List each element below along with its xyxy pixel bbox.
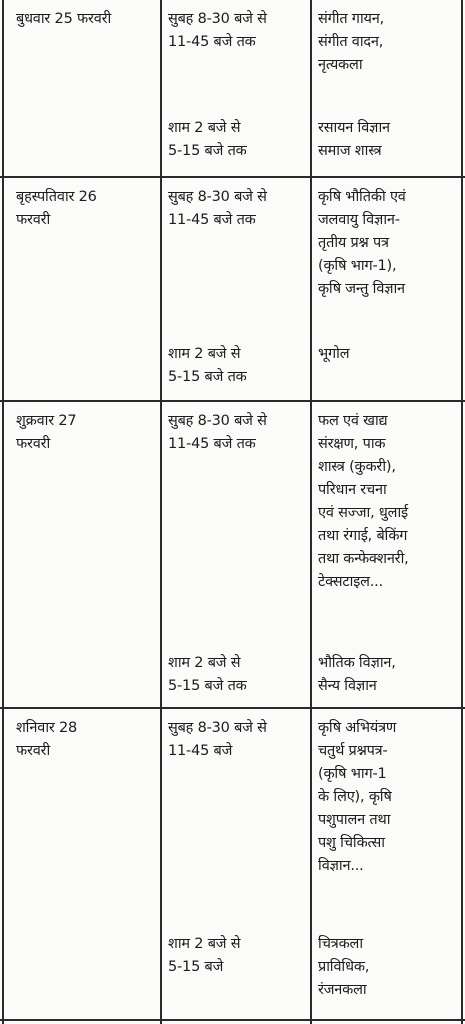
- day-date-cell: शुक्रवार 27 फरवरी: [16, 413, 77, 452]
- column-divider: [310, 0, 312, 1024]
- row-divider: [0, 1019, 465, 1021]
- morning-subjects-cell: कृषि अभियंत्रण चतुर्थ प्रश्नपत्र- (कृषि भाग-1 के लिए), कृषि पशुपालन तथा पशु चिकित्सा विज्ञान...: [318, 720, 397, 874]
- morning-subjects-cell: संगीत गायन, संगीत वादन, नृत्यकला: [318, 11, 384, 73]
- evening-time-cell: शाम 2 बजे से 5-15 बजे: [168, 936, 241, 975]
- column-divider: [160, 0, 162, 1024]
- morning-subjects-cell: फल एवं खाद्य संरक्षण, पाक शास्त्र (कुकरी), परिधान रचना एवं सज्जा, धुलाई तथा रंगाई, बेकिंग तथा कन्फेक्शनरी, टेक्सटाइल...: [318, 413, 409, 590]
- evening-subjects-cell: चित्रकला प्राविधिक, रंजनकला: [318, 936, 370, 998]
- morning-time-cell: सुबह 8-30 बजे से 11-45 बजे तक: [168, 189, 267, 228]
- evening-subjects-cell: भौतिक विज्ञान, सैन्य विज्ञान: [318, 655, 396, 694]
- evening-subjects-cell: भूगोल: [318, 346, 350, 362]
- morning-subjects-cell: कृषि भौतिकी एवं जलवायु विज्ञान- तृतीय प्रश्न पत्र (कृषि भाग-1), कृषि जन्तु विज्ञान: [318, 189, 406, 297]
- day-date-cell: शनिवार 28 फरवरी: [16, 720, 78, 759]
- row-divider: [0, 707, 465, 709]
- evening-subjects-cell: रसायन विज्ञान समाज शास्त्र: [318, 120, 390, 159]
- evening-time-cell: शाम 2 बजे से 5-15 बजे तक: [168, 655, 247, 694]
- row-divider: [0, 400, 465, 402]
- evening-time-cell: शाम 2 बजे से 5-15 बजे तक: [168, 120, 247, 159]
- day-date-cell: बुधवार 25 फरवरी: [16, 11, 112, 27]
- morning-time-cell: सुबह 8-30 बजे से 11-45 बजे: [168, 720, 267, 759]
- day-date-cell: बृहस्पतिवार 26 फरवरी: [16, 189, 97, 228]
- row-divider: [0, 176, 465, 178]
- morning-time-cell: सुबह 8-30 बजे से 11-45 बजे तक: [168, 413, 267, 452]
- morning-time-cell: सुबह 8-30 बजे से 11-45 बजे तक: [168, 11, 267, 50]
- column-divider: [2, 0, 4, 1024]
- evening-time-cell: शाम 2 बजे से 5-15 बजे तक: [168, 346, 247, 385]
